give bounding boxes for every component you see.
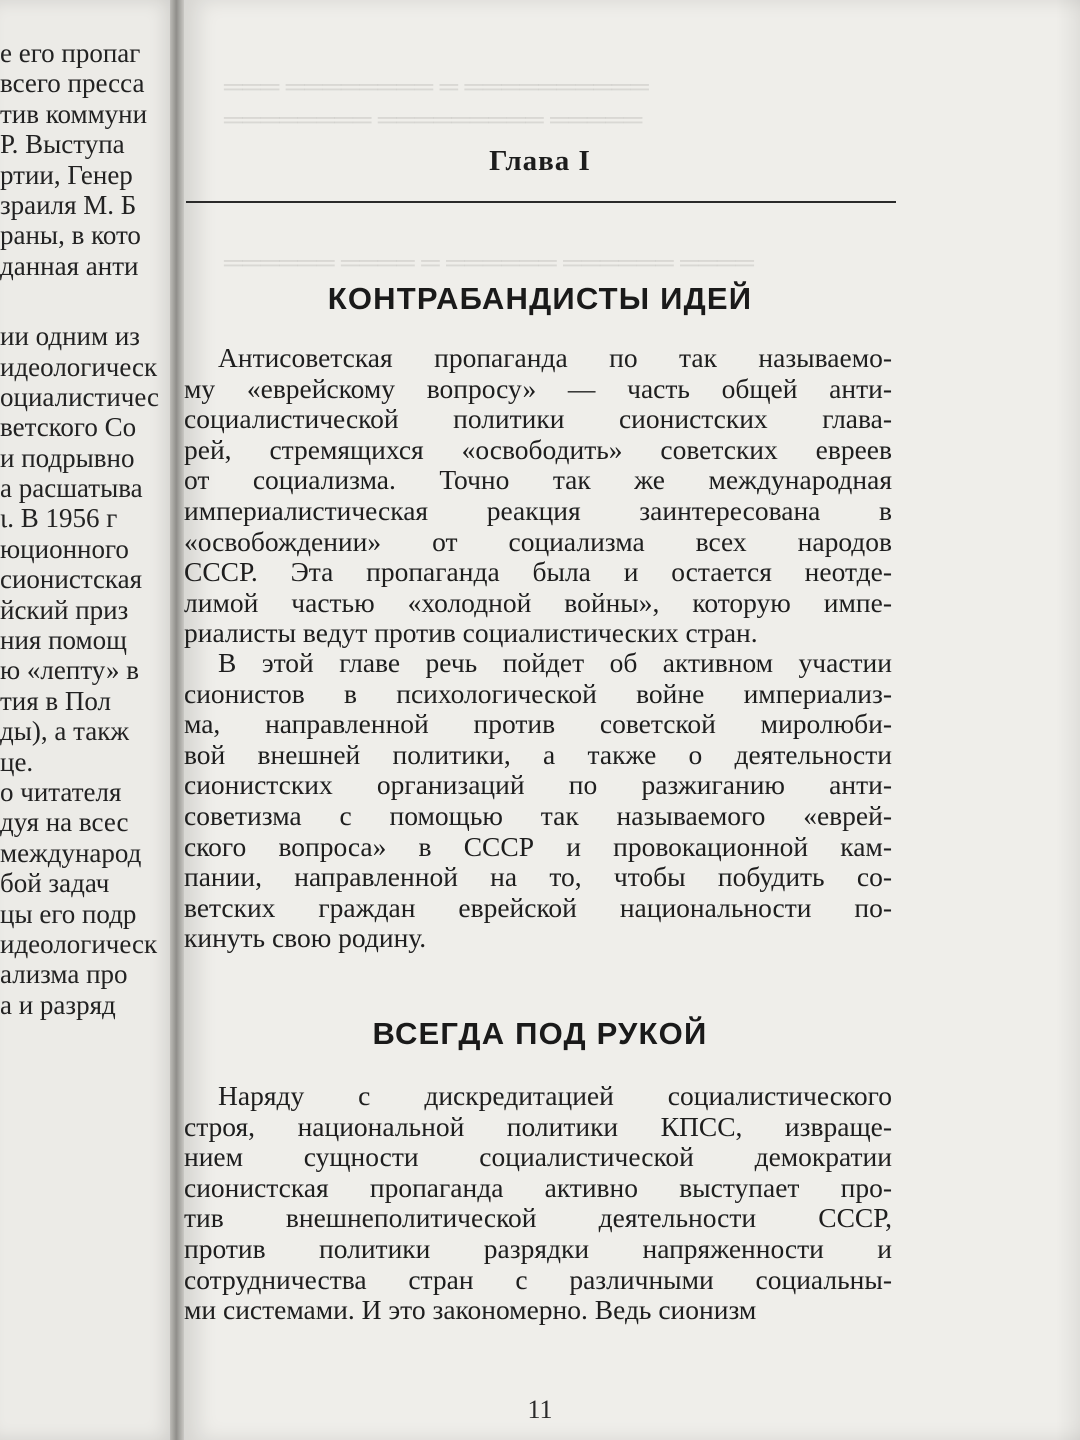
text-line: Наряду с дискредитацией социалистического	[218, 1081, 892, 1111]
text-line: сионистская пропаганда активно выступает про-	[184, 1172, 892, 1203]
text-line: империалистическая реакция заинтересована в	[184, 495, 892, 526]
text-line: кинуть свою родину.	[184, 923, 427, 954]
chapter-label: Глава I	[489, 145, 591, 177]
left-text-line: ветского Со	[0, 412, 137, 443]
left-text-line: зраиля М. Б	[0, 189, 137, 220]
left-text-line: ды), а такж	[0, 716, 129, 747]
left-text-line: раны, в кото	[0, 220, 141, 251]
text-line: против политики разрядки напряженности и	[184, 1233, 892, 1264]
left-page	[0, 0, 178, 1440]
left-text-line: идеологическ	[0, 928, 158, 959]
left-text-line: сионистская	[0, 564, 143, 595]
text-line: рей, стремящихся «освободить» советских евреев	[184, 434, 892, 465]
left-page-text	[0, 38, 178, 1020]
text-line: СССР. Эта пропаганда была и остается неотде-	[184, 557, 892, 588]
text-line: строя, национальной политики КПСС, извраще-	[184, 1111, 892, 1142]
left-text-line: данная анти	[0, 250, 139, 281]
bleed-through-text: ════════ ═════════ ═════	[224, 105, 643, 134]
text-line: лимой частью «холодной войны», которую импе-	[184, 587, 892, 618]
left-text-line: юционного	[0, 533, 129, 564]
left-text-line	[0, 281, 178, 321]
text-line: сионистских организаций по разжиганию анти-	[184, 770, 892, 801]
left-text-line: ю «лепту» в	[0, 655, 139, 686]
text-line: тив внешнеполитической деятельности СССР,	[184, 1203, 892, 1234]
left-text-line: ния помощ	[0, 625, 127, 656]
left-text-line: оциалистичес	[0, 381, 159, 412]
text-line: ского вопроса» в СССР и провокационной кам-	[184, 831, 892, 862]
left-text-line: дуя на всес	[0, 807, 129, 838]
left-text-line: всего пресса	[0, 68, 145, 99]
left-text-line: а и разряд	[0, 989, 116, 1020]
left-text-line: и подрывно	[0, 442, 135, 473]
text-line: пании, направленной на то, чтобы побудить со-	[184, 862, 892, 893]
left-text-line: тия в Пол	[0, 685, 112, 716]
text-line: «освобождении» от социализма всех народов	[184, 526, 892, 557]
left-text-line: о читателя	[0, 776, 122, 807]
left-text-line: тив коммуни	[0, 98, 148, 129]
left-text-line: йский приз	[0, 594, 129, 625]
chapter-divider	[186, 201, 896, 203]
text-line: ветских граждан еврейской национальности по-	[184, 892, 892, 923]
text-line: советизма с помощью так называемого «еврей-	[184, 800, 892, 831]
text-line: В этой главе речь пойдет об активном участии	[218, 648, 892, 678]
right-page	[184, 0, 1080, 1440]
left-text-line: ии одним из	[0, 321, 140, 352]
section-title: ВСЕГДА ПОД РУКОЙ	[372, 1016, 708, 1051]
bleed-through-text: ══════ ════ ═ ══════ ══════ ════	[224, 248, 754, 277]
text-line: му «еврейскому вопросу» — часть общей анти-	[184, 373, 892, 404]
paragraph	[184, 343, 892, 649]
left-text-line: цы его подр	[0, 898, 137, 929]
text-line: риалисты ведут против социалистических стран.	[184, 618, 758, 649]
left-text-line: Р. Выступа	[0, 129, 125, 160]
paragraph	[184, 648, 892, 954]
left-text-line: а расшатыва	[0, 473, 143, 504]
text-line: Антисоветская пропаганда по так называемо-	[218, 343, 892, 373]
left-text-line: международ	[0, 837, 142, 868]
text-line: ма, направленной против советской миролюби-	[184, 709, 892, 740]
text-line: социалистической политики сионистских глава-	[184, 404, 892, 435]
left-text-line: идеологическ	[0, 351, 158, 382]
text-line: ми системами. И это закономерно. Ведь сионизм	[184, 1295, 757, 1326]
text-line: от социализма. Точно так же международная	[184, 465, 892, 496]
left-text-line: це.	[0, 746, 34, 777]
paragraph	[184, 1081, 892, 1326]
page-edge-shadow	[1056, 0, 1080, 1440]
text-line: нием сущности социалистической демократии	[184, 1142, 892, 1173]
page-number: 11	[527, 1395, 553, 1424]
left-text-line: бой задач	[0, 868, 110, 899]
text-line: вой внешней политики, а также о деятельности	[184, 739, 892, 770]
left-text-line: ализма про	[0, 959, 128, 990]
text-line: сотрудничества стран с различными социальны-	[184, 1264, 892, 1295]
left-text-line: е его пропаг	[0, 38, 141, 68]
left-text-line: ртии, Генер	[0, 159, 133, 190]
section-title: КОНТРАБАНДИСТЫ ИДЕЙ	[327, 281, 753, 316]
left-text-line: ι. В 1956 г	[0, 503, 118, 534]
text-line: сионистов в психологической войне империализ-	[184, 678, 892, 709]
bleed-through-text: ═══ ════════ ═ ══════════	[224, 72, 649, 101]
